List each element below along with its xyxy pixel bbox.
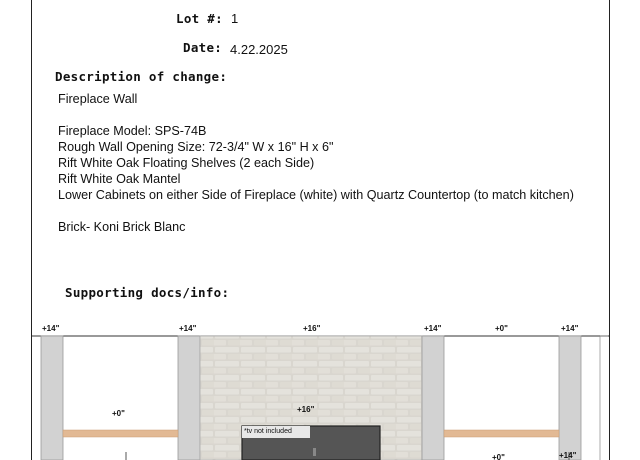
description-heading: Description of change: [55,69,228,84]
date-value: 4.22.2025 [230,42,288,57]
tv-note: *tv not included [244,428,292,435]
left-shelf-dimension-label: +0" [112,409,125,418]
left-inner-column [178,336,200,460]
description-line: Rift White Oak Mantel [58,172,181,186]
description-line: Rough Wall Opening Size: 72-3/4" W x 16" H x 6" [58,140,334,154]
top-dimension: +0" [495,324,508,333]
left-floating-shelf [63,430,178,437]
bottom-dimension: +0" [492,453,505,460]
date-label: Date: [183,40,223,55]
description-line: Lower Cabinets on either Side of Fireplace (white) with Quartz Countertop (to match kitchen) [58,188,574,202]
lot-label: Lot #: [176,11,223,26]
top-dimension: +14" [42,324,60,333]
right-outer-column [559,336,581,460]
description-line: Fireplace Model: SPS-74B [58,124,207,138]
brick-dimension-label: +16" [297,405,315,414]
fireplace-drawing [32,318,609,460]
description-line: Rift White Oak Floating Shelves (2 each Side) [58,156,315,170]
bottom-dimension: +14" [559,451,577,460]
description-body [58,91,603,235]
top-dimension: +14" [424,324,442,333]
tv-bracket [313,448,316,456]
page-border-right [609,0,610,460]
top-dimension: +16" [303,324,321,333]
lot-value: 1 [231,11,239,26]
right-inner-column [422,336,444,460]
fireplace-elevation-svg [32,318,609,460]
supporting-heading: Supporting docs/info: [65,285,230,300]
top-dimension: +14" [561,324,579,333]
description-title: Fireplace Wall [58,92,138,106]
right-floating-shelf [444,430,559,437]
left-outer-column [41,336,63,460]
brick-line: Brick- Koni Brick Blanc [58,220,186,234]
top-dimension: +14" [179,324,197,333]
